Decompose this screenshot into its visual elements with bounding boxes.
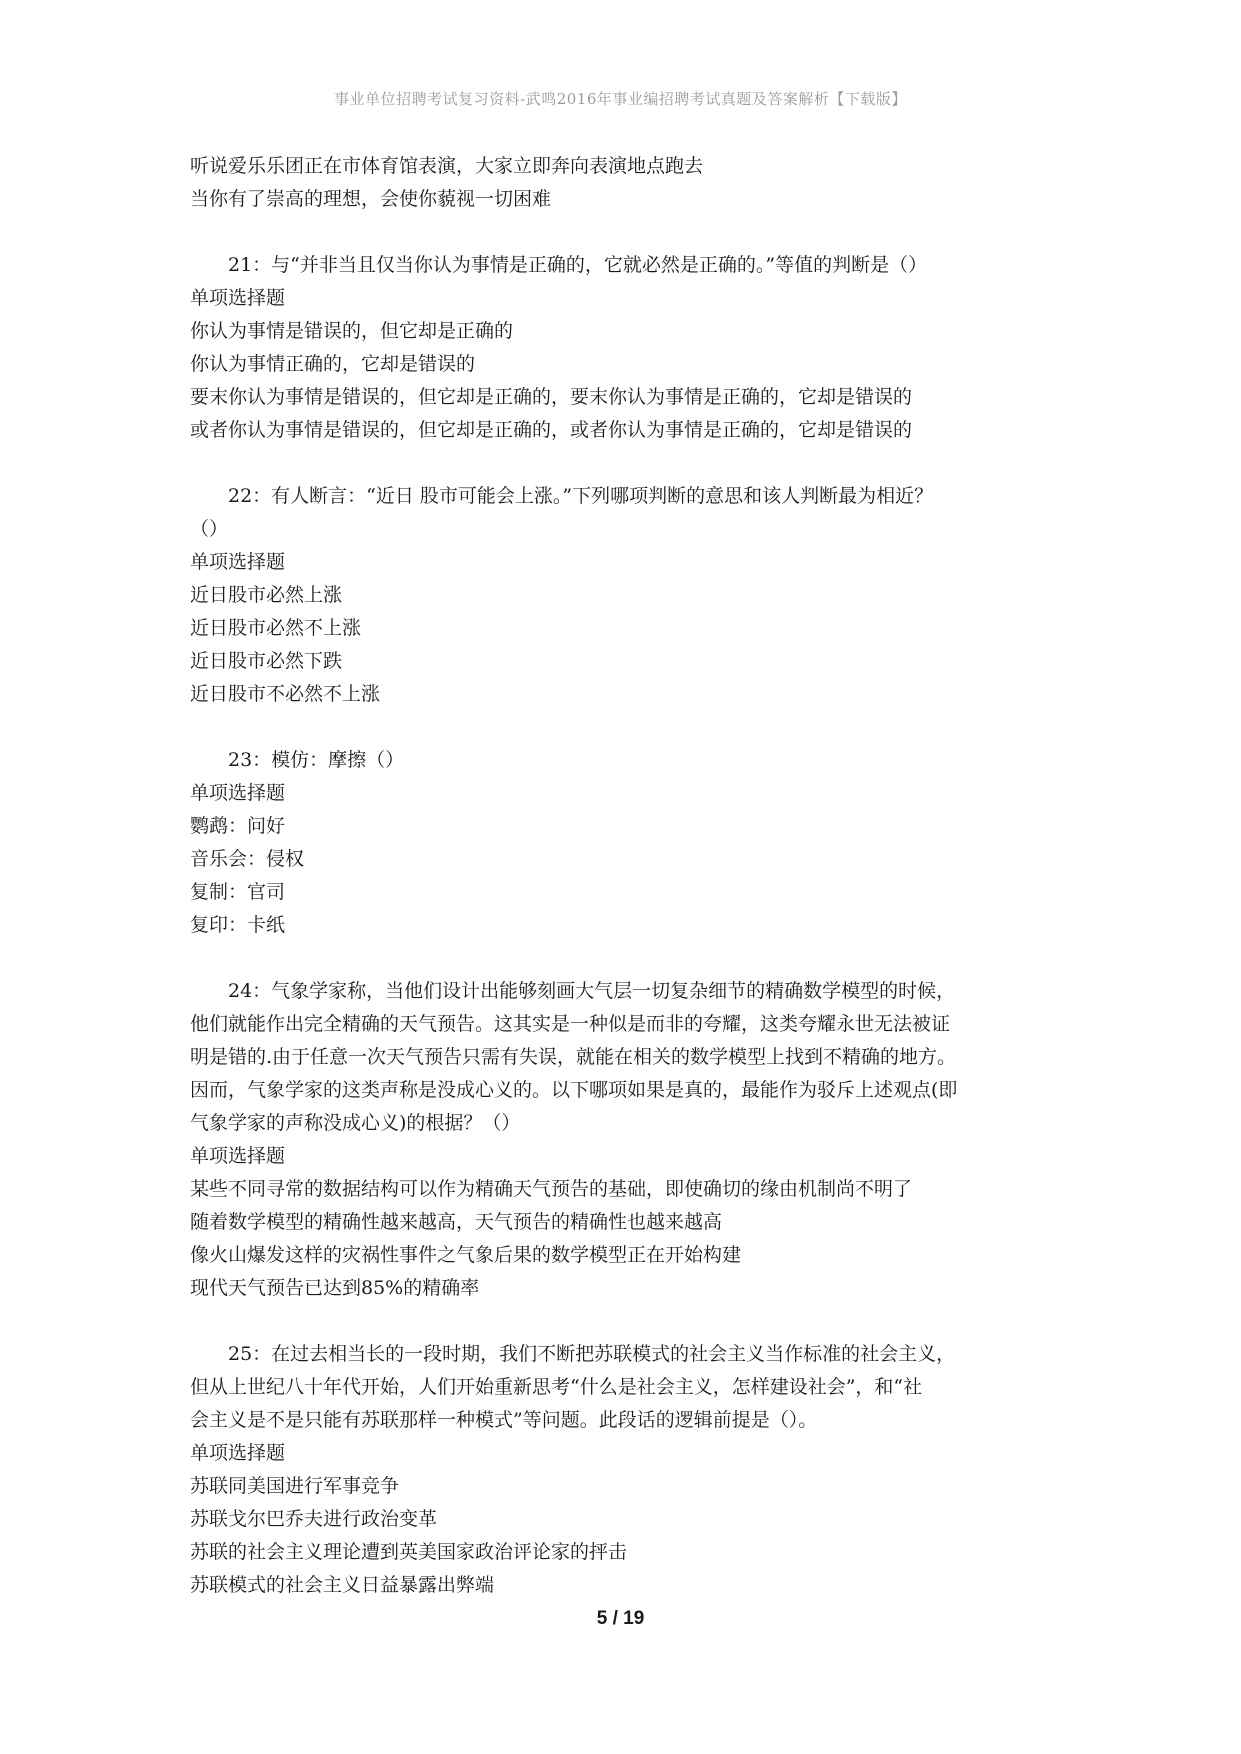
question-type: 单项选择题 (190, 551, 286, 573)
question-type: 单项选择题 (190, 782, 286, 804)
question-stem-continued: 气象学家的声称没成心义)的根据？（） (190, 1112, 521, 1134)
question-stem-continued: 会主义是不是只能有苏联那样一种模式”等问题。此段话的逻辑前提是（）。 (190, 1409, 818, 1431)
question-stem-continued: 但从上世纪八十年代开始，人们开始重新思考“什么是社会主义，怎样建设社会”，和“社 (190, 1376, 923, 1398)
option-text: 当你有了崇高的理想，会使你藐视一切困难 (190, 188, 552, 210)
option-a: 近日股市必然上涨 (190, 584, 343, 606)
question-stem: 25：在过去相当长的一段时期，我们不断把苏联模式的社会主义当作标准的社会主义， (228, 1343, 956, 1365)
option-c: 苏联的社会主义理论遭到英美国家政治评论家的抨击 (190, 1541, 628, 1563)
question-stem: 22：有人断言：“近日 股市可能会上涨。”下列哪项判断的意思和该人判断最为相近？ (228, 485, 934, 507)
question-type: 单项选择题 (190, 287, 286, 309)
option-d: 现代天气预告已达到85%的精确率 (190, 1277, 480, 1299)
question-stem: 21：与“并非当且仅当你认为事情是正确的，它就必然是正确的。”等值的判断是（） (228, 254, 928, 276)
question-stem: 23：模仿：摩擦（） (228, 749, 405, 771)
question-stem-continued: 他们就能作出完全精确的天气预告。这其实是一种似是而非的夸耀，这类夸耀永世无法被证 (190, 1013, 951, 1035)
previous-question-options (190, 150, 1060, 216)
option-d: 复印：卡纸 (190, 914, 286, 936)
question-25 (190, 1338, 1060, 1602)
page-number: 5 / 19 (596, 1608, 645, 1629)
option-b: 近日股市必然不上涨 (190, 617, 362, 639)
question-22 (190, 480, 1060, 711)
question-23 (190, 744, 1060, 942)
question-stem: 24：气象学家称，当他们设计出能够刻画大气层一切复杂细节的精确数学模型的时候， (228, 980, 956, 1002)
question-stem-continued: 因而，气象学家的这类声称是没成心义的。以下哪项如果是真的，最能作为驳斥上述观点(即 (190, 1079, 958, 1101)
option-c: 复制：官司 (190, 881, 286, 903)
option-b: 随着数学模型的精确性越来越高，天气预告的精确性也越来越高 (190, 1211, 723, 1233)
question-type: 单项选择题 (190, 1145, 286, 1167)
option-a: 苏联同美国进行军事竞争 (190, 1475, 400, 1497)
option-c: 近日股市必然下跌 (190, 650, 343, 672)
option-d: 或者你认为事情是错误的，但它却是正确的，或者你认为事情是正确的，它却是错误的 (190, 419, 913, 441)
option-d: 近日股市不必然不上涨 (190, 683, 381, 705)
option-a: 鹦鹉：问好 (190, 815, 286, 837)
document-body (190, 150, 1060, 1602)
question-type: 单项选择题 (190, 1442, 286, 1464)
question-stem-continued: 明是错的.由于任意一次天气预告只需有失误，就能在相关的数学模型上找到不精确的地方。 (190, 1046, 957, 1068)
option-b: 你认为事情正确的，它却是错误的 (190, 353, 476, 375)
question-stem-continued: （） (190, 518, 229, 540)
option-a: 你认为事情是错误的，但它却是正确的 (190, 320, 514, 342)
option-a: 某些不同寻常的数据结构可以作为精确天气预告的基础，即使确切的缘由机制尚不明了 (190, 1178, 913, 1200)
question-24 (190, 975, 1060, 1305)
option-c: 像火山爆发这样的灾祸性事件之气象后果的数学模型正在开始构建 (190, 1244, 742, 1266)
question-21 (190, 249, 1060, 447)
option-b: 苏联戈尔巴乔夫进行政治变革 (190, 1508, 438, 1530)
option-d: 苏联模式的社会主义日益暴露出弊端 (190, 1574, 495, 1596)
page-header: 事业单位招聘考试复习资料-武鸣2016年事业编招聘考试真题及答案解析【下载版】 (334, 90, 907, 108)
option-text: 听说爱乐乐团正在市体育馆表演，大家立即奔向表演地点跑去 (190, 155, 704, 177)
option-b: 音乐会：侵权 (190, 848, 305, 870)
option-c: 要末你认为事情是错误的，但它却是正确的，要末你认为事情是正确的，它却是错误的 (190, 386, 913, 408)
